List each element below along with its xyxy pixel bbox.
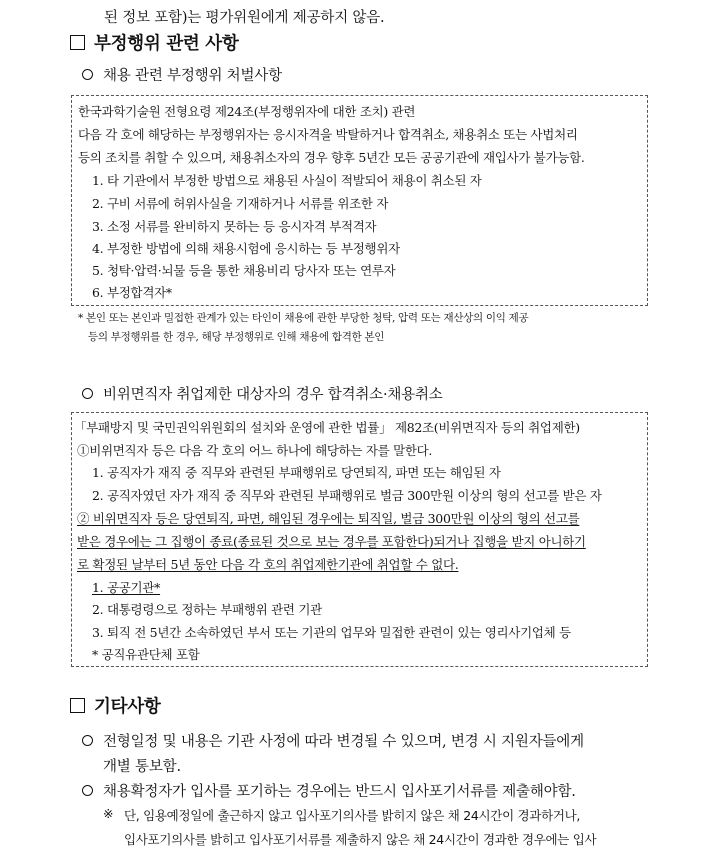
underlined-paragraph: ② 비위면직자 등은 당연퇴직, 파면, 해임된 경우에는 퇴직일, 벌금 300만원 이상의 형의 선고를 <box>77 511 580 526</box>
box-paragraph: 등의 조치를 취할 수 있으며, 채용취소자의 경우 향후 5년간 모든 공공기관에 재입사가 불가능함. <box>78 150 585 165</box>
circle-bullet-icon <box>82 69 93 80</box>
list-item: 1. 타 기관에서 부정한 방법으로 채용된 사실이 적발되어 채용이 취소된 자 <box>92 173 482 188</box>
list-item: 1. 공공기관* <box>92 580 161 595</box>
regulation-box-misconduct <box>71 95 648 306</box>
list-item: 3. 퇴직 전 5년간 소속하였던 부서 또는 기관의 업무와 밀접한 관련이 있는 영리사기업체 등 <box>92 625 571 640</box>
circle-bullet-icon <box>82 785 93 796</box>
box-heading: 한국과학기술원 전형요령 제24조(부정행위자에 대한 조치) 관련 <box>78 104 416 119</box>
bullet-text: 채용확정자가 입사를 포기하는 경우에는 반드시 입사포기서류를 제출해야함. <box>103 784 576 800</box>
bullet-resignation <box>82 780 576 801</box>
note-reference-mark: ※ <box>103 806 114 821</box>
box-paragraph: ①비위면직자 등은 다음 각 호의 어느 하나에 해당하는 자를 말한다. <box>77 443 433 458</box>
section-title: 기타사항 <box>94 697 161 717</box>
note-line: 입사포기의사를 밝히고 입사포기서류를 제출하지 않은 채 24시간이 경과한 경우에는 입사 <box>124 832 597 847</box>
bullet-misconduct-penalty <box>82 64 282 85</box>
note-line: 단, 임용예정일에 출근하지 않고 입사포기의사를 밝히지 않은 채 24시간이 경과하거나, <box>124 808 581 823</box>
circle-bullet-icon <box>82 735 93 746</box>
section-heading-misconduct <box>70 30 238 55</box>
list-item: 2. 공직자였던 자가 재직 중 직무와 관련된 부패행위로 벌금 300만원 이상의 형의 선고를 받은 자 <box>92 488 602 503</box>
regulation-box-employment-limit <box>71 412 648 667</box>
circle-bullet-icon <box>82 388 93 399</box>
section-heading-misc <box>70 693 160 718</box>
bullet-dismissed-official <box>82 383 443 404</box>
list-item: 1. 공직자가 재직 중 직무와 관련된 부패행위로 당연퇴직, 파면 또는 해임된 자 <box>92 465 501 480</box>
bullet-text: 전형일정 및 내용은 기관 사정에 따라 변경될 수 있으며, 변경 시 지원자들에게 <box>103 734 584 750</box>
bullet-continuation: 개별 통보함. <box>103 759 181 775</box>
list-item: 4. 부정한 방법에 의해 채용시험에 응시하는 등 부정행위자 <box>92 241 400 256</box>
top-continuation-text: 된 정보 포함)는 평가위원에게 제공하지 않음. <box>104 10 385 26</box>
list-item: 2. 구비 서류에 허위사실을 기재하거나 서류를 위조한 자 <box>92 196 389 211</box>
square-bullet-icon <box>70 698 85 713</box>
bullet-schedule-change <box>82 730 584 751</box>
section-title: 부정행위 관련 사항 <box>94 34 239 54</box>
box-paragraph: 다음 각 호에 해당하는 부정행위자는 응시자격을 박탈하거나 합격취소, 채용취소 또는 사법처리 <box>78 127 578 142</box>
list-item: 2. 대통령령으로 정하는 부패행위 관련 기관 <box>92 602 322 617</box>
list-item: 5. 청탁·압력·뇌물 등을 통한 채용비리 당사자 또는 연루자 <box>92 263 396 278</box>
list-note: * 공직유관단체 포함 <box>92 647 200 662</box>
list-item: 6. 부정합격자* <box>92 285 172 300</box>
list-item: 3. 소정 서류를 완비하지 못하는 등 응시자격 부적격자 <box>92 219 377 234</box>
footnote-line: * 본인 또는 본인과 밀접한 관계가 있는 타인이 채용에 관한 부당한 청탁, 압력 또는 재산상의 이익 제공 <box>78 312 529 324</box>
bullet-title: 채용 관련 부정행위 처벌사항 <box>103 68 282 84</box>
box-heading: 「부패방지 및 국민권익위원회의 설치와 운영에 관한 법률」 제82조(비위면직자 등의 취업제한) <box>74 420 580 435</box>
underlined-paragraph: 받은 경우에는 그 집행이 종료(종료된 것으로 보는 경우를 포함한다)되거나 집행을 받지 아니하기 <box>77 534 586 549</box>
bullet-title: 비위면직자 취업제한 대상자의 경우 합격취소·채용취소 <box>103 387 443 403</box>
footnote-line: 등의 부정행위를 한 경우, 해당 부정행위로 인해 채용에 합격한 본인 <box>88 331 385 343</box>
square-bullet-icon <box>70 35 85 50</box>
underlined-paragraph: 로 확정된 날부터 5년 동안 다음 각 호의 취업제한기관에 취업할 수 없다. <box>77 557 459 572</box>
